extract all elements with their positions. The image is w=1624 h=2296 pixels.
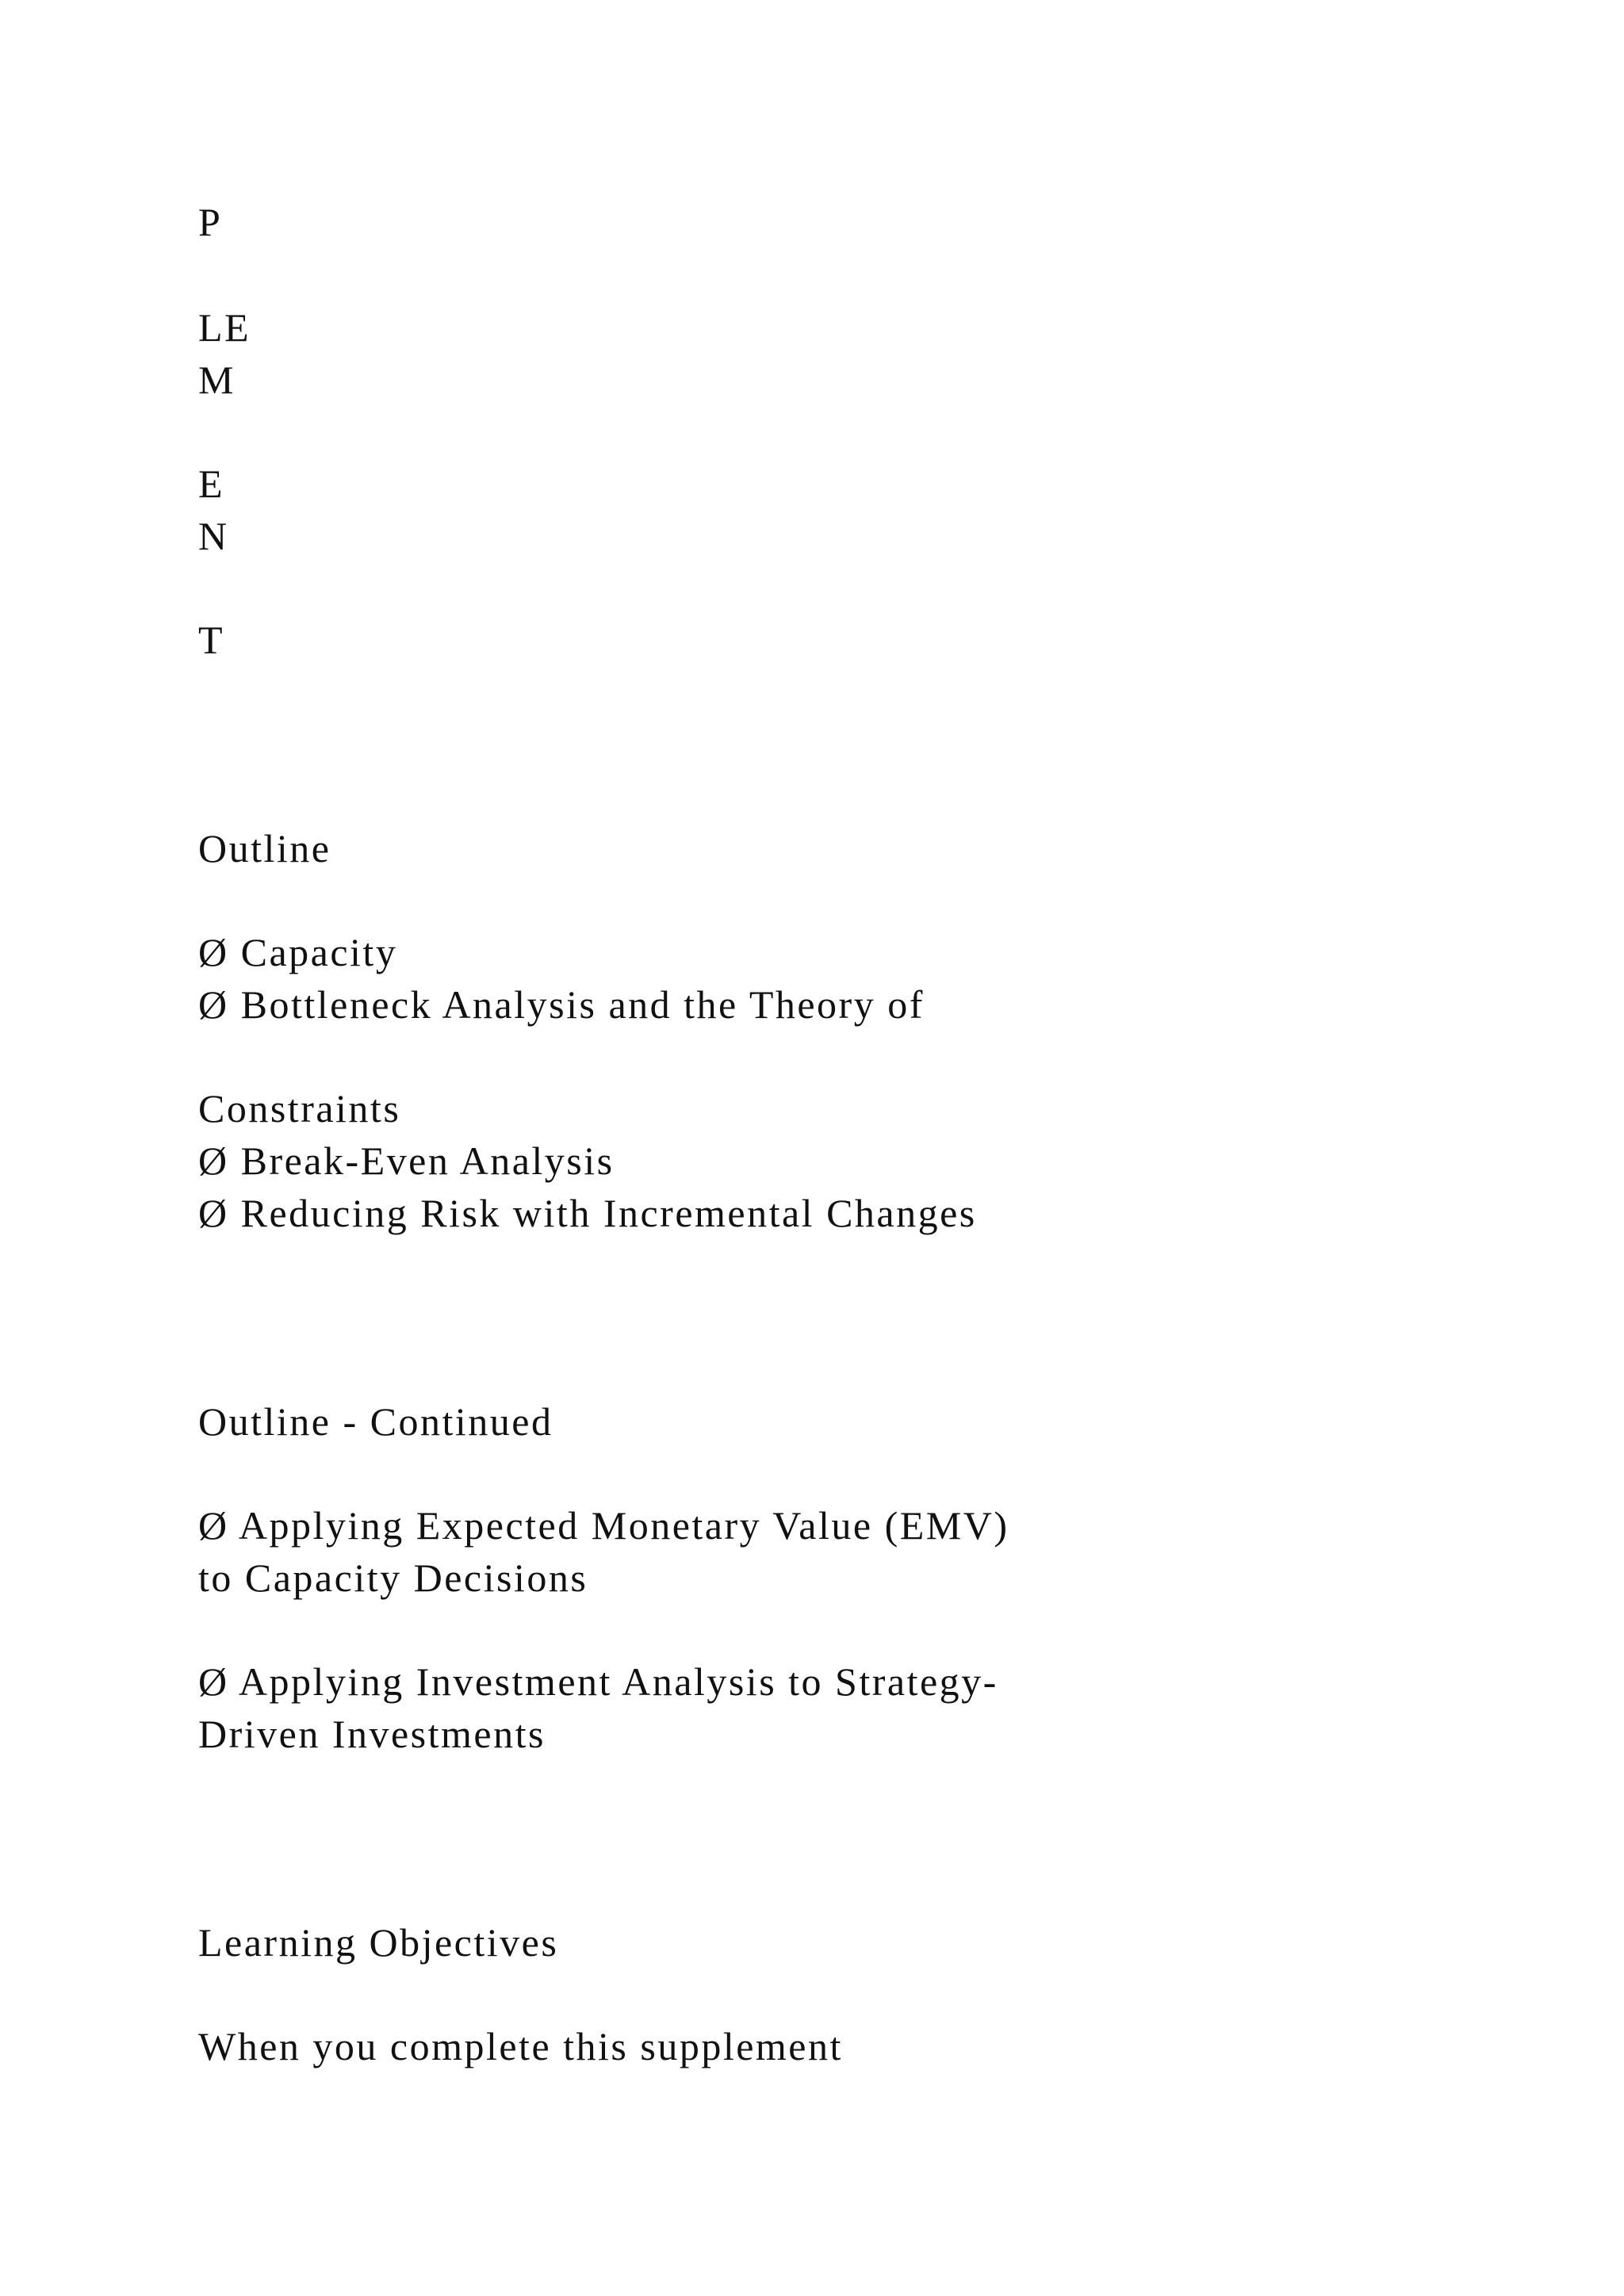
outline-item: Ø Break-Even Analysis [198,1138,615,1183]
fragment-letter-m: M [198,358,236,402]
outline-item: Ø Reducing Risk with Incremental Changes [198,1191,977,1235]
outline-continued-item: to Capacity Decisions [198,1556,588,1600]
outline-item: Ø Bottleneck Analysis and the Theory of [198,982,925,1027]
learning-objectives-heading: Learning Objectives [198,1920,559,1965]
outline-item: Ø Capacity [198,930,398,974]
outline-continued-item: Ø Applying Expected Monetary Value (EMV) [198,1503,1009,1548]
fragment-letter-le: LE [198,305,251,350]
fragment-letter-e: E [198,461,225,506]
outline-item: Constraints [198,1086,401,1131]
fragment-letter-n: N [198,514,229,558]
outline-heading: Outline [198,826,331,871]
outline-continued-heading: Outline - Continued [198,1399,553,1444]
outline-continued-item: Ø Applying Investment Analysis to Strategy- [198,1659,998,1704]
learning-objectives-intro: When you complete this supplement [198,2024,843,2068]
outline-continued-item: Driven Investments [198,1712,546,1756]
fragment-letter-t: T [198,618,225,662]
fragment-letter-p: P [198,200,223,244]
